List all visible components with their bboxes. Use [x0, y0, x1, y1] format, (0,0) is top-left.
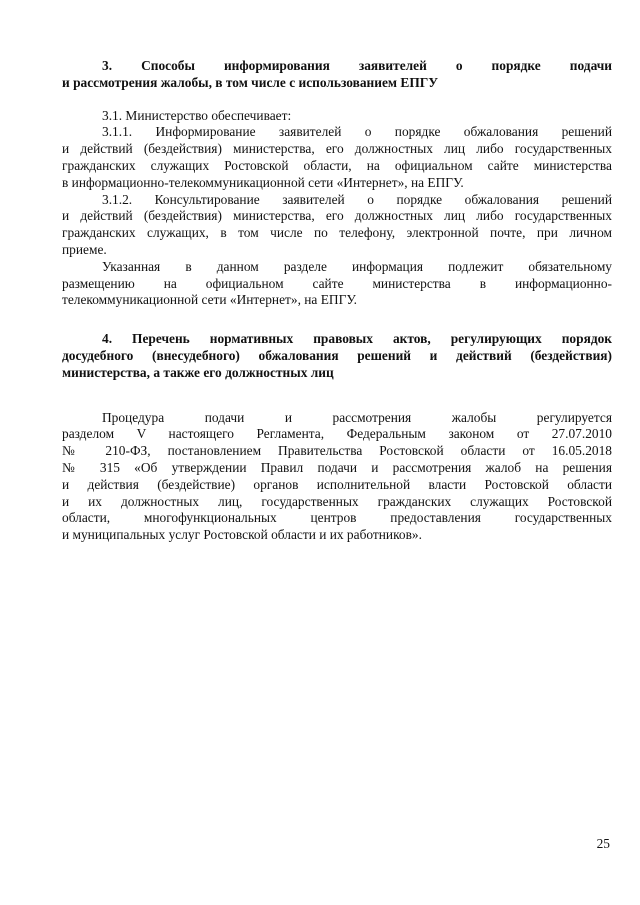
- section-3-heading-line-1: 3. Способы информирования заявителей о порядке подачи: [102, 58, 612, 73]
- paragraph-3-1-2-line: и действий (бездействия) министерства, его должностных лиц либо государственных: [62, 208, 612, 224]
- paragraph-note-line: Указанная в данном разделе информация подлежит обязательному: [102, 258, 612, 274]
- section-3-heading-line-2: и рассмотрения жалобы, в том числе с использованием ЕПГУ: [62, 74, 439, 90]
- section-4-body-line: и их должностных лиц, государственных гражданских служащих Ростовской: [62, 493, 612, 509]
- page-number: 25: [596, 836, 610, 851]
- section-4-body-line: разделом V настоящего Регламента, Федеральным законом от 27.07.2010: [62, 426, 612, 442]
- paragraph-note-line: телекоммуникационной сети «Интернет», на ЕПГУ.: [62, 292, 357, 308]
- section-4-heading-line: министерства, а также его должностных лиц: [62, 364, 334, 380]
- paragraph-note: [62, 259, 612, 309]
- paragraph-3-1-1-line: в информационно-телекоммуникационной сети «Интернет», на ЕПГУ.: [62, 174, 464, 190]
- paragraph-3-1-2: [62, 192, 612, 259]
- paragraph-note-line: размещению на официальном сайте министерства в информационно-: [62, 275, 612, 291]
- paragraph-3-1-2-line: приеме.: [62, 241, 107, 257]
- paragraph-3-1-1-line: гражданских служащих Ростовской области, на официальном сайте министерства: [62, 157, 612, 173]
- paragraph-3-1: [62, 108, 612, 125]
- paragraph-3-1-2-line: гражданских служащих, в том числе по телефону, электронной почте, при личном: [62, 225, 612, 241]
- section-4-body-line: Процедура подачи и рассмотрения жалобы регулируется: [102, 409, 612, 425]
- section-4-heading-line: досудебного (внесудебного) обжалования решений и действий (бездействия): [62, 347, 612, 363]
- document-page: [62, 58, 612, 544]
- paragraph-3-1-2-line: 3.1.2. Консультирование заявителей о порядке обжалования решений: [102, 191, 612, 207]
- section-4-body-line: № 210-ФЗ, постановлением Правительства Ростовской области от 16.05.2018: [62, 443, 612, 459]
- section-4-body-line: № 315 «Об утверждении Правил подачи и рассмотрения жалоб на решения: [62, 459, 612, 475]
- paragraph-3-1-1-line: 3.1.1. Информирование заявителей о порядке обжалования решений: [102, 124, 612, 140]
- paragraph-3-1-1-line: и действий (бездействия) министерства, его должностных лиц либо государственных: [62, 141, 612, 157]
- paragraph-3-1-1: [62, 124, 612, 191]
- paragraph-3-1-text: 3.1. Министерство обеспечивает:: [102, 107, 292, 123]
- section-4-body: [62, 410, 612, 544]
- section-4-body-line: области, многофункциональных центров предоставления государственных: [62, 510, 612, 526]
- section-4-body-line: и муниципальных услуг Ростовской области и их работников».: [62, 527, 422, 543]
- section-4-heading: [62, 331, 612, 381]
- section-3-heading: [62, 58, 612, 92]
- section-4-body-line: и действия (бездействие) органов исполнительной власти Ростовской области: [62, 476, 612, 492]
- section-4-heading-line: 4. Перечень нормативных правовых актов, регулирующих порядок: [102, 331, 612, 347]
